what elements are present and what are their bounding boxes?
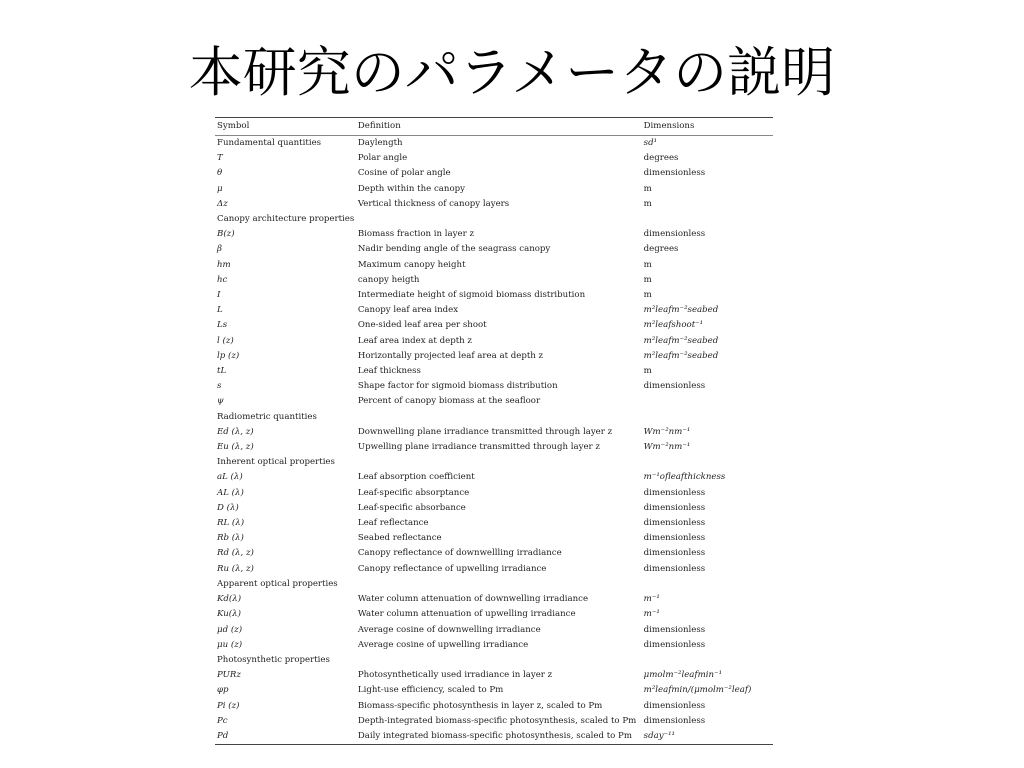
table-row [215, 303, 773, 318]
table-row [215, 334, 773, 349]
symbol-cell: Ru (λ, z) [217, 563, 254, 574]
dimensions-cell: dimensionless [643, 381, 706, 392]
section-row [215, 212, 773, 227]
definition-cell: Canopy reflectance of downwellling irradiance [357, 548, 562, 559]
dimensions-cell: sd¹ [643, 138, 658, 148]
definition-cell: Average cosine of downwelling irradiance [357, 624, 541, 635]
dimensions-cell: m²leafm⁻²seabed [643, 305, 719, 316]
dimensions-cell: degrees [643, 244, 679, 255]
symbol-cell: Rd (λ, z) [217, 548, 254, 559]
symbol-cell: φp [217, 685, 229, 696]
definition-cell: Cosine of polar angle [357, 168, 451, 179]
definition-cell: Maximum canopy height [357, 259, 466, 270]
symbol-cell: D (λ) [217, 502, 239, 513]
symbol-cell: Ls [217, 320, 228, 331]
dimensions-cell: m²leafm⁻²seabed [643, 350, 719, 361]
table-row [215, 273, 773, 288]
definition-cell: Polar angle [357, 153, 408, 164]
symbol-cell: hc [217, 274, 228, 285]
table-row [215, 516, 773, 531]
parameter-table-container [215, 117, 773, 745]
table-row [215, 182, 773, 197]
dimensions-cell: m [643, 198, 652, 209]
definition-cell: Horizontally projected leaf area at depth z [357, 350, 544, 361]
definition-cell: canopy heigth [357, 274, 420, 285]
definition-cell: Leaf-specific absorptance [357, 487, 470, 498]
dimensions-cell: m [643, 259, 652, 270]
symbol-cell: Ed (λ, z) [217, 426, 254, 437]
table-row [215, 699, 773, 714]
table-row [215, 197, 773, 212]
dimensions-cell: dimensionless [643, 518, 706, 529]
definition-cell: Vertical thickness of canopy layers [357, 198, 510, 209]
parameter-table [215, 117, 773, 745]
table-row [215, 729, 773, 745]
table-row [215, 683, 773, 698]
definition-cell: Leaf area index at depth z [357, 335, 472, 346]
symbol-cell: Kd(λ) [217, 594, 242, 605]
table-row [215, 501, 773, 516]
dimensions-cell: dimensionless [643, 229, 706, 240]
symbol-cell: hm [217, 259, 231, 270]
dimensions-cell: m [643, 183, 652, 194]
symbol-cell: Pd [217, 730, 229, 741]
header-definition: Definition [357, 121, 401, 131]
table-body [215, 136, 773, 745]
dimensions-cell: dimensionless [643, 624, 706, 635]
dimensions-cell: dimensionless [643, 533, 706, 544]
table-row [215, 425, 773, 440]
section-label: Fundamental quantities [217, 138, 322, 148]
table-row [215, 349, 773, 364]
slide-title: 本研究のパラメータの説明 [188, 41, 836, 104]
symbol-cell: ψ [217, 396, 224, 407]
symbol-cell: RL (λ) [217, 518, 245, 529]
table-row [215, 668, 773, 683]
dimensions-cell: dimensionless [643, 548, 706, 559]
symbol-cell: Eu (λ, z) [217, 442, 254, 453]
table-row [215, 562, 773, 577]
section-label: Apparent optical properties [217, 578, 338, 589]
dimensions-cell: dimensionless [643, 715, 706, 726]
table-row [215, 227, 773, 242]
definition-cell: Light-use efficiency, scaled to Pm [357, 685, 504, 696]
table-row [215, 638, 773, 653]
dimensions-cell: m²leafshoot⁻¹ [643, 320, 704, 331]
table-row [215, 151, 773, 166]
definition-cell: Leaf-specific absorbance [357, 502, 466, 513]
symbol-cell: tL [217, 366, 227, 377]
dimensions-cell: dimensionless [643, 502, 706, 513]
table-row [215, 546, 773, 561]
table-row [215, 288, 773, 303]
symbol-cell: AL (λ) [217, 487, 244, 498]
table-row [215, 531, 773, 546]
header-dimensions: Dimensions [643, 121, 695, 131]
table-row [215, 242, 773, 257]
table-row [215, 486, 773, 501]
symbol-cell: PURz [217, 670, 241, 681]
dimensions-cell: dimensionless [643, 487, 706, 498]
dimensions-cell [642, 394, 773, 409]
dimensions-cell: dimensionless [643, 639, 706, 650]
section-row [215, 455, 773, 470]
definition-cell: Daylength [357, 138, 403, 148]
table-row [215, 470, 773, 485]
section-row [215, 410, 773, 425]
dimensions-cell: Wm⁻²nm⁻¹ [643, 442, 691, 453]
symbol-cell: Ku(λ) [217, 609, 241, 620]
symbol-cell: Rb (λ) [217, 533, 244, 544]
definition-cell: Biomass fraction in layer z [357, 229, 474, 240]
definition-cell: One-sided leaf area per shoot [357, 320, 487, 331]
symbol-cell: Pi (z) [217, 700, 240, 711]
definition-cell: Leaf absorption coefficient [357, 472, 475, 483]
section-row [215, 577, 773, 592]
definition-cell: Water column attenuation of upwelling irradiance [357, 609, 576, 620]
symbol-cell: B(z) [217, 229, 235, 240]
table-row [215, 166, 773, 181]
table-row [215, 714, 773, 729]
definition-cell: Intermediate height of sigmoid biomass distribution [357, 290, 586, 301]
table-row [215, 592, 773, 607]
table-row [215, 258, 773, 273]
definition-cell: Nadir bending angle of the seagrass canopy [357, 244, 551, 255]
symbol-cell: Pc [217, 715, 228, 726]
definition-cell: Seabed reflectance [357, 533, 442, 544]
definition-cell: Percent of canopy biomass at the seafloor [357, 396, 541, 407]
symbol-cell: s [217, 381, 222, 392]
symbol-cell: aL (λ) [217, 472, 243, 483]
dimensions-cell: degrees [643, 153, 679, 164]
symbol-cell: θ [217, 168, 223, 179]
symbol-cell: β [217, 244, 222, 255]
dimensions-cell: m²leafm⁻²seabed [643, 335, 719, 346]
definition-cell: Water column attenuation of downwelling irradiance [357, 594, 589, 605]
symbol-cell: μ [217, 183, 223, 194]
definition-cell: Downwelling plane irradiance transmitted through layer z [357, 426, 613, 437]
definition-cell: Average cosine of upwelling irradiance [357, 639, 529, 650]
definition-cell: Biomass-specific photosynthesis in layer z, scaled to Pm [357, 700, 603, 711]
table-row [215, 136, 773, 152]
dimensions-cell: m [643, 366, 652, 377]
definition-cell: Shape factor for sigmoid biomass distribution [357, 381, 558, 392]
symbol-cell: μd (z) [217, 624, 243, 635]
dimensions-cell: dimensionless [643, 700, 706, 711]
definition-cell: Daily integrated biomass-specific photosynthesis, scaled to Pm [357, 730, 632, 741]
dimensions-cell: m⁻¹ [643, 609, 660, 620]
dimensions-cell: m [643, 290, 652, 301]
definition-cell: Leaf reflectance [357, 518, 429, 529]
table-header-row [215, 118, 773, 136]
dimensions-cell: m⁻¹ofleafthickness [643, 472, 726, 483]
symbol-cell: Δz [217, 198, 228, 209]
definition-cell: Photosynthetically used irradiance in layer z [357, 670, 553, 681]
table-row [215, 623, 773, 638]
section-label: Canopy architecture properties [217, 214, 355, 225]
table-row [215, 440, 773, 455]
dimensions-cell: m [643, 274, 652, 285]
table-row [215, 607, 773, 622]
definition-cell: Upwelling plane irradiance transmitted through layer z [357, 442, 600, 453]
symbol-cell: T [217, 153, 223, 164]
symbol-cell: I [217, 290, 221, 301]
section-row [215, 653, 773, 668]
definition-cell: Depth-integrated biomass-specific photosynthesis, scaled to Pm [357, 715, 637, 726]
definition-cell: Canopy leaf area index [357, 305, 459, 316]
dimensions-cell: μmolm⁻²leafmin⁻¹ [643, 670, 723, 681]
dimensions-cell: m⁻¹ [643, 594, 660, 605]
definition-cell: Leaf thickness [357, 366, 421, 377]
dimensions-cell: dimensionless [643, 168, 706, 179]
table-row [215, 379, 773, 394]
table-row [215, 318, 773, 333]
symbol-cell: L [217, 305, 223, 316]
definition-cell: Depth within the canopy [357, 183, 465, 194]
symbol-cell: l (z) [217, 335, 234, 346]
header-symbol: Symbol [217, 121, 250, 131]
section-label: Photosynthetic properties [217, 654, 330, 665]
dimensions-cell: m²leafmin/(μmolm⁻²leaf) [643, 685, 752, 696]
symbol-cell: lp (z) [217, 350, 240, 361]
dimensions-cell: sday⁻¹¹ [643, 730, 675, 741]
symbol-cell: μu (z) [217, 639, 243, 650]
table-row [215, 394, 773, 409]
table-row [215, 364, 773, 379]
dimensions-cell: dimensionless [643, 563, 706, 574]
definition-cell: Canopy reflectance of upwelling irradiance [357, 563, 547, 574]
section-label: Inherent optical properties [217, 457, 335, 468]
section-label: Radiometric quantities [217, 411, 317, 422]
dimensions-cell: Wm⁻²nm⁻¹ [643, 426, 691, 437]
